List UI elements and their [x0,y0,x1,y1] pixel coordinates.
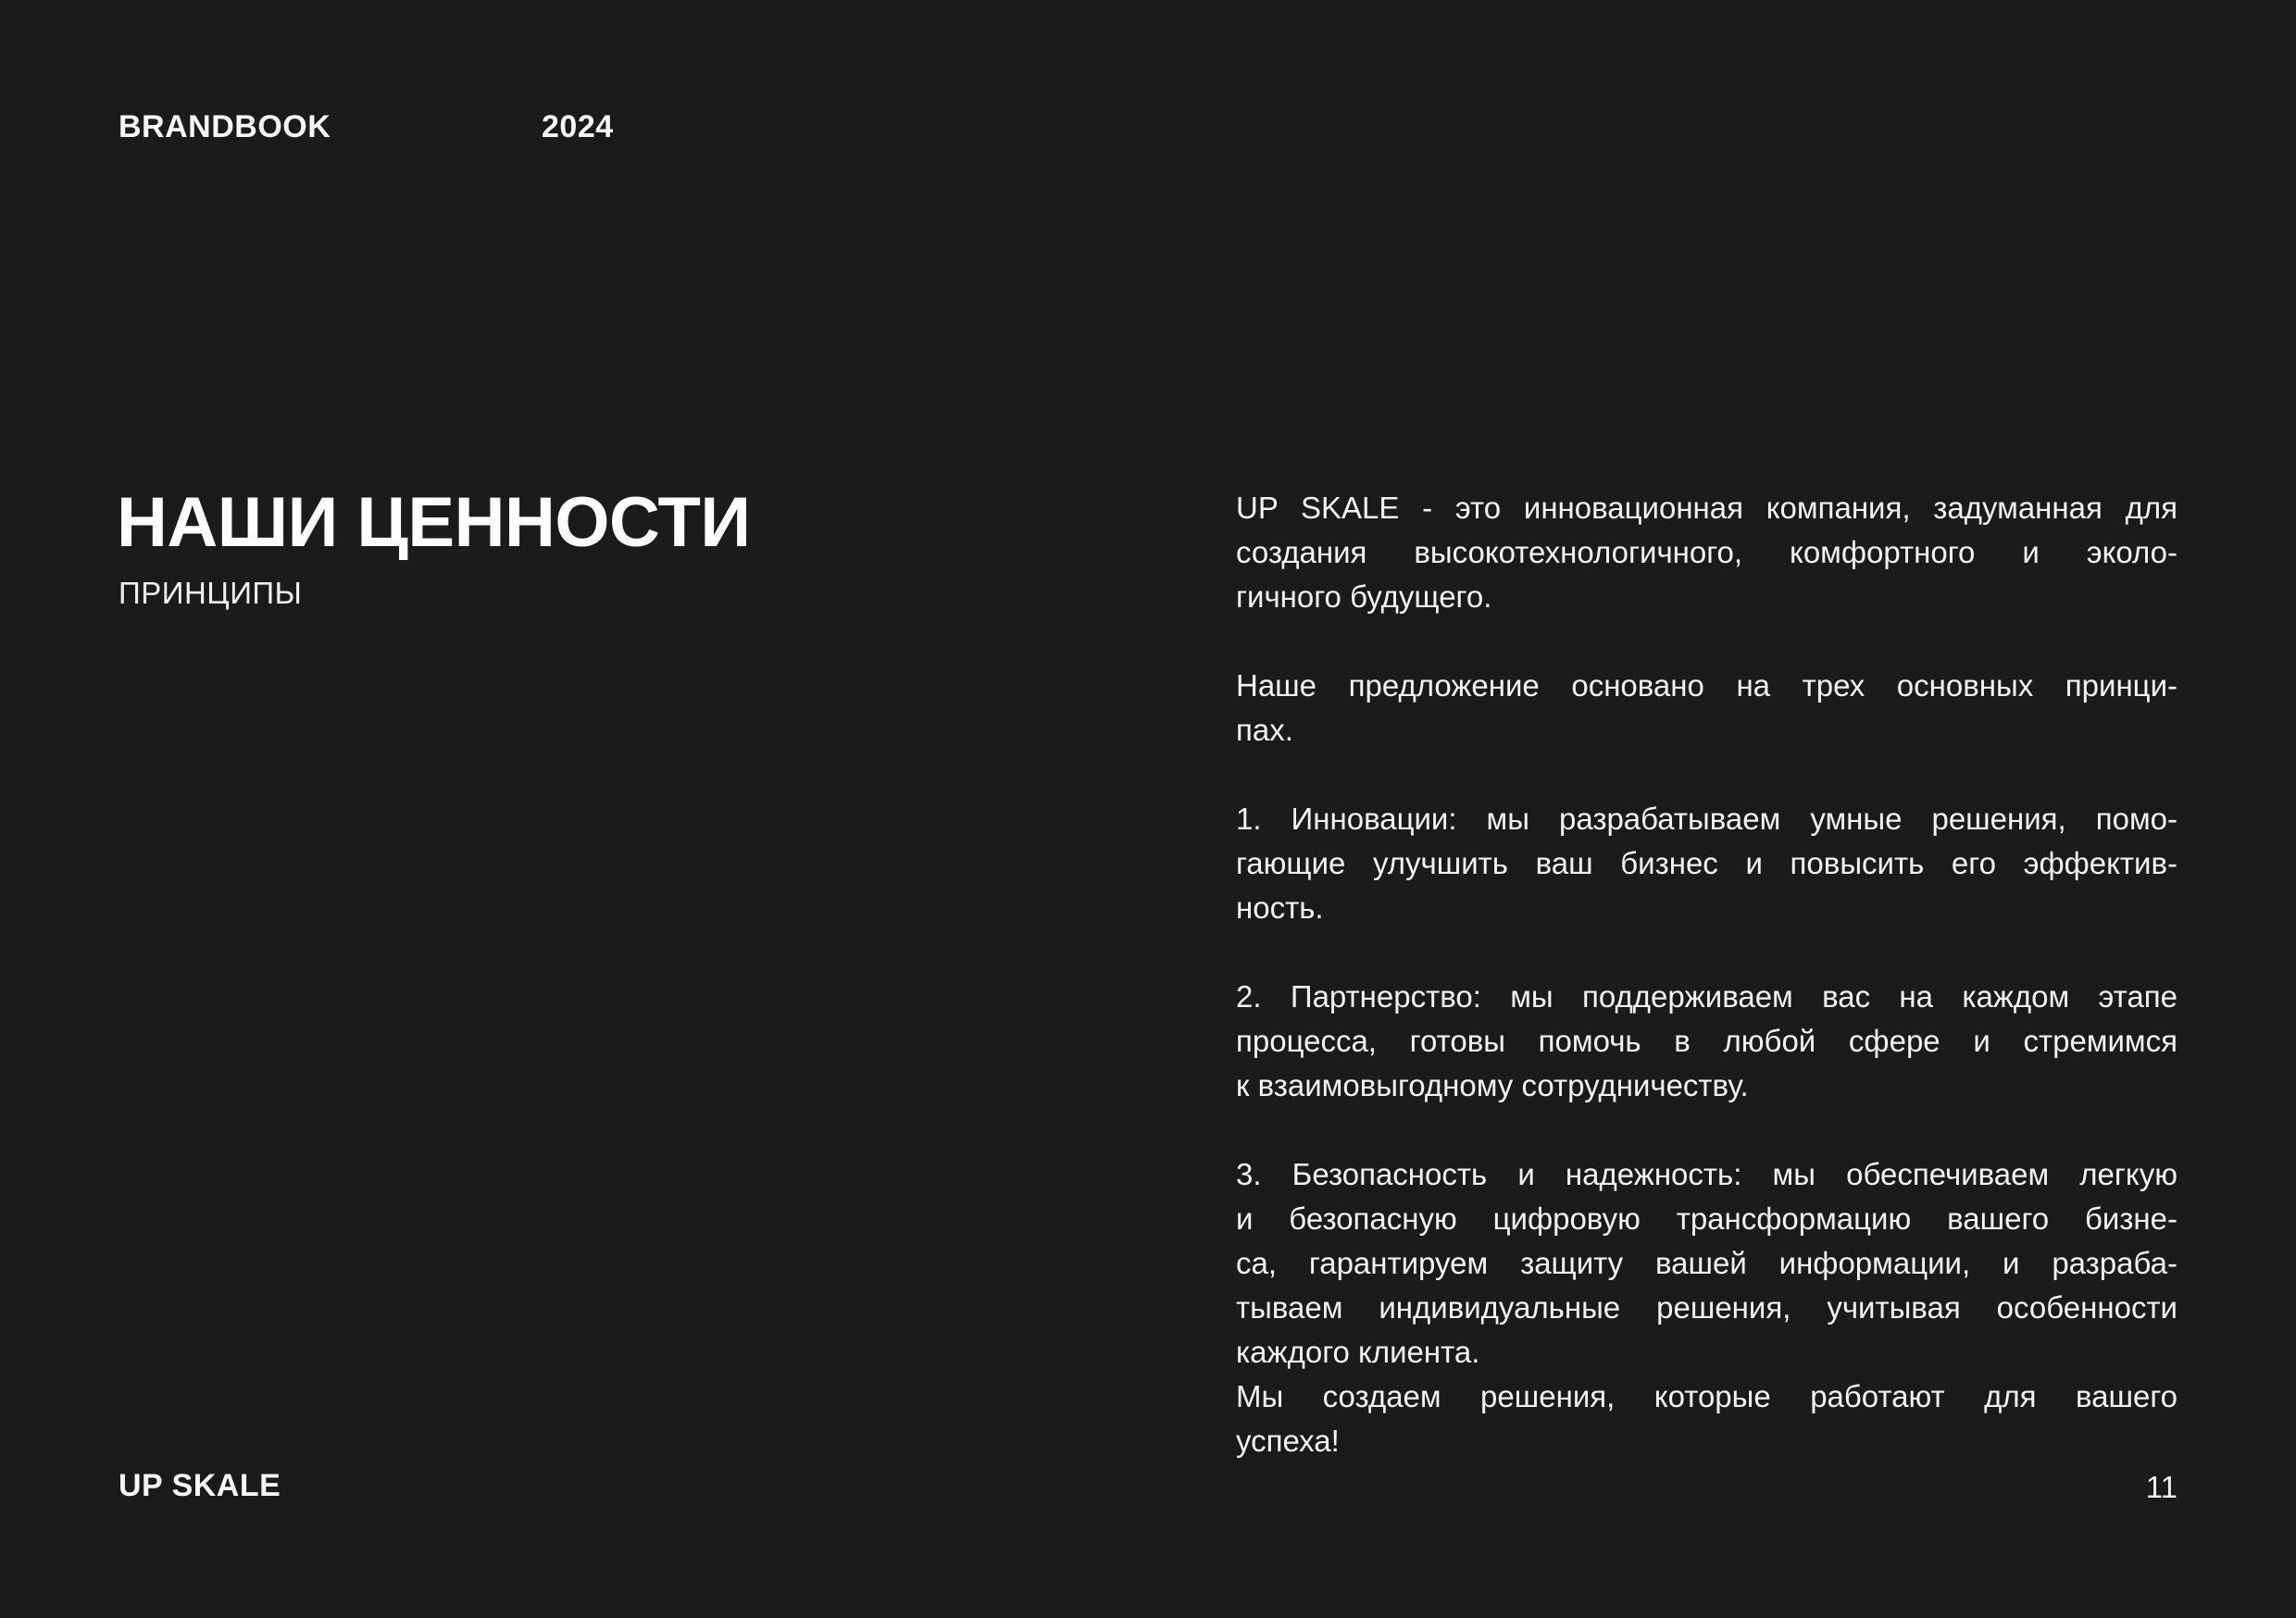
footer-brand-label: UP SKALE [119,1468,281,1503]
body-paragraph-partnership [1236,975,2177,1108]
body-paragraph-intro [1236,486,2177,619]
body-line: успеха! [1236,1424,1340,1458]
page-title: НАШИ ЦЕННОСТИ [117,483,751,562]
page-subtitle: ПРИНЦИПЫ [119,576,303,610]
body-line: пах. [1236,713,1293,747]
body-paragraph-innovation [1236,797,2177,930]
body-line: гичного будущего. [1236,579,1492,614]
body-line: создания высокотехнологичного, комфортного и эколо- [1236,535,2177,569]
body-line: и безопасную цифровую трансформацию вашего бизне- [1236,1201,2177,1236]
body-line: каждого клиента. [1236,1335,1480,1369]
page-number: 11 [2145,1470,2177,1504]
body-paragraph-principles-intro [1236,664,2177,753]
body-text-column [1236,486,2177,1463]
body-line: 1. Инновации: мы разрабатываем умные решения, помо- [1236,802,2177,836]
body-line: 3. Безопасность и надежность: мы обеспечиваем легкую [1236,1157,2177,1191]
header-brandbook-label: BRANDBOOK [119,109,331,144]
body-line: са, гарантируем защиту вашей информации, и разраба- [1236,1246,2177,1280]
body-line: Наше предложение основано на трех основных принци- [1236,668,2177,703]
body-line: гающие улучшить ваш бизнес и повысить его эффектив- [1236,846,2177,880]
body-line: 2. Партнерство: мы поддерживаем вас на каждом этапе [1236,979,2177,1014]
body-line: процесса, готовы помочь в любой сфере и стремимся [1236,1024,2177,1058]
body-line: UP SKALE - это инновационная компания, задуманная для [1236,491,2177,525]
body-line: ность. [1236,890,1324,925]
body-line: Мы создаем решения, которые работают для вашего [1236,1379,2177,1413]
body-line: к взаимовыгодному сотрудничеству. [1236,1068,1749,1102]
body-line: тываем индивидуальные решения, учитывая особенности [1236,1290,2177,1325]
body-paragraph-security [1236,1152,2177,1463]
header-year-label: 2024 [542,109,614,144]
